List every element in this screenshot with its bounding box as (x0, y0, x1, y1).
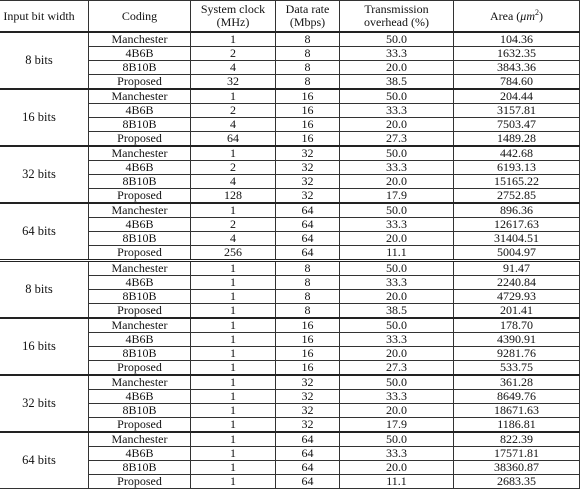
header-system-clock: System clock (MHz) (191, 1, 276, 33)
rate-cell: 32 (276, 189, 340, 204)
area-cell: 17571.81 (454, 447, 580, 461)
coding-cell: Proposed (89, 132, 191, 147)
input-bit-width-cell: 8 bits (0, 32, 89, 89)
coding-cell: Proposed (89, 304, 191, 319)
rate-cell: 32 (276, 418, 340, 433)
clock-cell: 1 (191, 432, 276, 447)
coding-cell: 4B6B (89, 218, 191, 232)
rate-cell: 32 (276, 175, 340, 189)
input-bit-width-cell: 8 bits (0, 261, 89, 319)
rate-cell: 8 (276, 32, 340, 47)
coding-cell: 8B10B (89, 290, 191, 304)
area-cell: 1489.28 (454, 132, 580, 147)
area-cell: 896.36 (454, 203, 580, 218)
input-bit-width-cell: 64 bits (0, 203, 89, 261)
clock-cell: 2 (191, 218, 276, 232)
overhead-cell: 50.0 (340, 203, 454, 218)
table-body (0, 32, 580, 489)
area-cell: 822.39 (454, 432, 580, 447)
overhead-cell: 20.0 (340, 290, 454, 304)
rate-cell: 16 (276, 333, 340, 347)
overhead-cell: 50.0 (340, 32, 454, 47)
rate-cell: 16 (276, 89, 340, 104)
coding-cell: Manchester (89, 89, 191, 104)
coding-cell: 4B6B (89, 390, 191, 404)
coding-cell: 4B6B (89, 333, 191, 347)
area-cell: 178.70 (454, 318, 580, 333)
rate-cell: 64 (276, 232, 340, 246)
rate-cell: 16 (276, 132, 340, 147)
clock-cell: 64 (191, 132, 276, 147)
area-cell: 7503.47 (454, 118, 580, 132)
rate-cell: 32 (276, 161, 340, 175)
overhead-cell: 33.3 (340, 47, 454, 61)
overhead-cell: 50.0 (340, 261, 454, 276)
area-cell: 91.47 (454, 261, 580, 276)
coding-cell: 8B10B (89, 118, 191, 132)
rate-cell: 64 (276, 447, 340, 461)
table-row (0, 203, 580, 218)
overhead-cell: 27.3 (340, 132, 454, 147)
rate-cell: 8 (276, 276, 340, 290)
clock-cell: 1 (191, 475, 276, 489)
rate-cell: 16 (276, 104, 340, 118)
coding-cell: 4B6B (89, 104, 191, 118)
coding-cell: Proposed (89, 475, 191, 489)
rate-cell: 8 (276, 261, 340, 276)
clock-cell: 1 (191, 32, 276, 47)
rate-cell: 8 (276, 304, 340, 319)
table-row (0, 375, 580, 390)
clock-cell: 1 (191, 290, 276, 304)
table-row (0, 146, 580, 161)
area-cell: 12617.63 (454, 218, 580, 232)
clock-cell: 1 (191, 390, 276, 404)
coding-cell: Manchester (89, 375, 191, 390)
clock-cell: 1 (191, 203, 276, 218)
clock-cell: 32 (191, 75, 276, 90)
clock-cell: 1 (191, 461, 276, 475)
coding-cell: Proposed (89, 418, 191, 433)
area-cell: 4390.91 (454, 333, 580, 347)
area-cell: 361.28 (454, 375, 580, 390)
input-bit-width-cell: 32 bits (0, 146, 89, 203)
clock-cell: 2 (191, 104, 276, 118)
area-cell: 2240.84 (454, 276, 580, 290)
table-row (0, 261, 580, 276)
clock-cell: 1 (191, 318, 276, 333)
area-cell: 38360.87 (454, 461, 580, 475)
rate-cell: 8 (276, 290, 340, 304)
rate-cell: 8 (276, 47, 340, 61)
clock-cell: 1 (191, 404, 276, 418)
overhead-cell: 50.0 (340, 432, 454, 447)
table-header (0, 1, 580, 33)
area-cell: 201.41 (454, 304, 580, 319)
rate-cell: 16 (276, 318, 340, 333)
area-cell: 204.44 (454, 89, 580, 104)
overhead-cell: 20.0 (340, 175, 454, 189)
coding-cell: Manchester (89, 318, 191, 333)
overhead-cell: 11.1 (340, 475, 454, 489)
coding-cell: 4B6B (89, 47, 191, 61)
area-unit: μm (520, 8, 535, 23)
input-bit-width-cell: 64 bits (0, 432, 89, 489)
clock-cell: 1 (191, 375, 276, 390)
area-cell: 533.75 (454, 361, 580, 376)
clock-cell: 128 (191, 189, 276, 204)
area-cell: 5004.97 (454, 246, 580, 261)
overhead-cell: 50.0 (340, 146, 454, 161)
clock-cell: 1 (191, 304, 276, 319)
clock-cell: 4 (191, 175, 276, 189)
coding-cell: 8B10B (89, 175, 191, 189)
area-exponent: 2 (535, 7, 539, 17)
overhead-cell: 20.0 (340, 404, 454, 418)
rate-cell: 64 (276, 246, 340, 261)
coding-cell: Manchester (89, 203, 191, 218)
coding-cell: 4B6B (89, 161, 191, 175)
area-cell: 784.60 (454, 75, 580, 90)
header-input-width: Input bit width (0, 1, 89, 33)
area-cell: 18671.63 (454, 404, 580, 418)
area-cell: 2683.35 (454, 475, 580, 489)
overhead-cell: 33.3 (340, 218, 454, 232)
table-row (0, 318, 580, 333)
rate-cell: 64 (276, 203, 340, 218)
coding-cell: 4B6B (89, 447, 191, 461)
clock-cell: 1 (191, 276, 276, 290)
overhead-cell: 33.3 (340, 161, 454, 175)
rate-cell: 64 (276, 475, 340, 489)
overhead-cell: 17.9 (340, 189, 454, 204)
rate-cell: 32 (276, 404, 340, 418)
overhead-cell: 11.1 (340, 246, 454, 261)
rate-cell: 16 (276, 118, 340, 132)
clock-cell: 1 (191, 146, 276, 161)
overhead-cell: 33.3 (340, 447, 454, 461)
area-cell: 8649.76 (454, 390, 580, 404)
clock-cell: 4 (191, 61, 276, 75)
overhead-cell: 38.5 (340, 304, 454, 319)
overhead-cell: 20.0 (340, 461, 454, 475)
clock-cell: 1 (191, 361, 276, 376)
clock-cell: 1 (191, 418, 276, 433)
clock-cell: 1 (191, 261, 276, 276)
area-cell: 31404.51 (454, 232, 580, 246)
rate-cell: 16 (276, 361, 340, 376)
rate-cell: 8 (276, 61, 340, 75)
coding-cell: Proposed (89, 75, 191, 90)
rate-cell: 32 (276, 146, 340, 161)
overhead-cell: 50.0 (340, 89, 454, 104)
header-coding: Coding (89, 1, 191, 33)
clock-cell: 1 (191, 447, 276, 461)
overhead-cell: 27.3 (340, 361, 454, 376)
overhead-cell: 20.0 (340, 61, 454, 75)
rate-cell: 32 (276, 390, 340, 404)
overhead-cell: 38.5 (340, 75, 454, 90)
clock-cell: 1 (191, 89, 276, 104)
area-cell: 9281.76 (454, 347, 580, 361)
coding-cell: 8B10B (89, 461, 191, 475)
overhead-cell: 33.3 (340, 104, 454, 118)
area-cell: 1186.81 (454, 418, 580, 433)
overhead-cell: 20.0 (340, 232, 454, 246)
area-cell: 1632.35 (454, 47, 580, 61)
area-cell: 15165.22 (454, 175, 580, 189)
coding-cell: Proposed (89, 189, 191, 204)
area-cell: 104.36 (454, 32, 580, 47)
rate-cell: 8 (276, 75, 340, 90)
clock-cell: 2 (191, 161, 276, 175)
header-transmission-overhead: Transmission overhead (%) (340, 1, 454, 33)
area-cell: 6193.13 (454, 161, 580, 175)
clock-cell: 4 (191, 232, 276, 246)
header-area: Area $(\mu m^2)$ (454, 1, 580, 33)
input-bit-width-cell: 32 bits (0, 375, 89, 432)
rate-cell: 64 (276, 461, 340, 475)
coding-cell: Manchester (89, 146, 191, 161)
area-cell: 2752.85 (454, 189, 580, 204)
area-cell: 3843.36 (454, 61, 580, 75)
clock-cell: 1 (191, 333, 276, 347)
header-data-rate: Data rate (Mbps) (276, 1, 340, 33)
clock-cell: 256 (191, 246, 276, 261)
coding-cell: Proposed (89, 246, 191, 261)
coding-cell: 8B10B (89, 61, 191, 75)
overhead-cell: 20.0 (340, 118, 454, 132)
coding-cell: 8B10B (89, 347, 191, 361)
overhead-cell: 33.3 (340, 276, 454, 290)
coding-cell: 8B10B (89, 404, 191, 418)
coding-cell: Proposed (89, 361, 191, 376)
coding-cell: Manchester (89, 32, 191, 47)
coding-cell: Manchester (89, 261, 191, 276)
area-cell: 442.68 (454, 146, 580, 161)
header-row (0, 1, 580, 33)
area-cell: 4729.93 (454, 290, 580, 304)
rate-cell: 64 (276, 432, 340, 447)
overhead-cell: 33.3 (340, 390, 454, 404)
table-row (0, 32, 580, 47)
rate-cell: 16 (276, 347, 340, 361)
coding-cell: 4B6B (89, 276, 191, 290)
rate-cell: 32 (276, 375, 340, 390)
clock-cell: 2 (191, 47, 276, 61)
overhead-cell: 20.0 (340, 347, 454, 361)
table-row (0, 89, 580, 104)
overhead-cell: 33.3 (340, 333, 454, 347)
input-bit-width-cell: 16 bits (0, 89, 89, 146)
overhead-cell: 17.9 (340, 418, 454, 433)
input-bit-width-cell: 16 bits (0, 318, 89, 375)
coding-cell: Manchester (89, 432, 191, 447)
overhead-cell: 50.0 (340, 318, 454, 333)
clock-cell: 1 (191, 347, 276, 361)
table-row (0, 432, 580, 447)
coding-cell: 8B10B (89, 232, 191, 246)
rate-cell: 64 (276, 218, 340, 232)
clock-cell: 4 (191, 118, 276, 132)
area-cell: 3157.81 (454, 104, 580, 118)
overhead-cell: 50.0 (340, 375, 454, 390)
